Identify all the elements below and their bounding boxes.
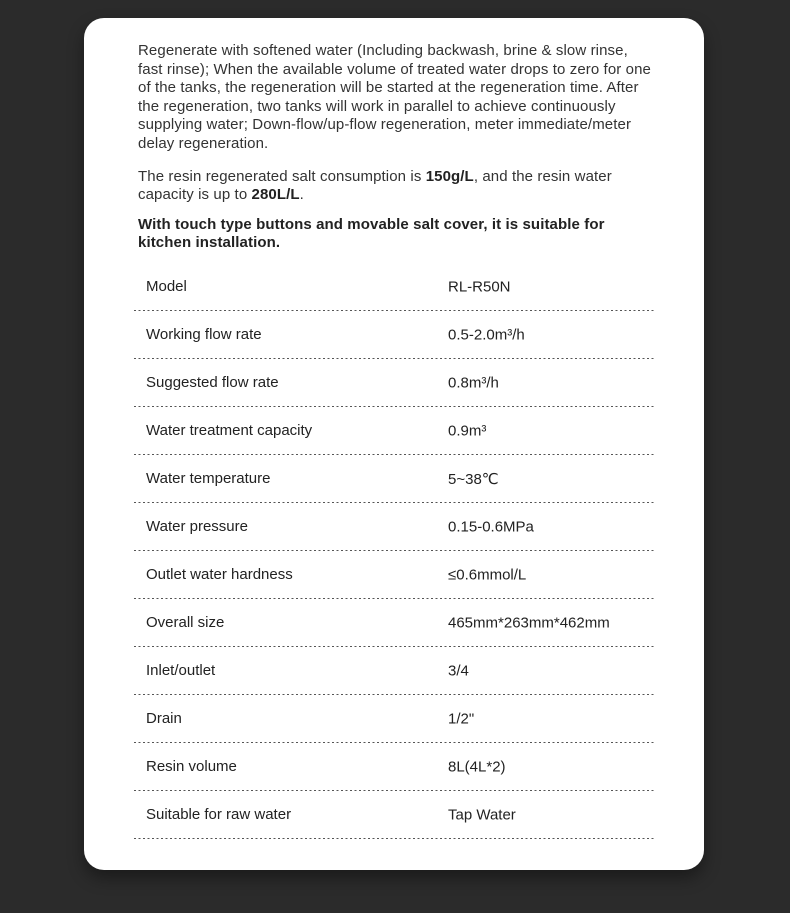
table-row-water-temperature: [134, 455, 656, 503]
spec-label: Suitable for raw water: [146, 806, 292, 824]
spec-label: Outlet water hardness: [146, 566, 293, 584]
spec-label: Working flow rate: [146, 326, 262, 344]
spec-value: 0.5-2.0m³/h: [448, 326, 525, 344]
spec-label: Suggested flow rate: [146, 374, 279, 392]
description-paragraph-3: With touch type buttons and movable salt cover, it is suitable for kitchen installation.: [138, 215, 605, 252]
spec-value: 8L(4L*2): [448, 758, 506, 776]
spec-value: 1/2": [448, 710, 475, 728]
spec-value: 0.9m³: [448, 422, 487, 440]
table-row-suggested-flow-rate: [134, 359, 656, 407]
sentence-period: .: [299, 186, 304, 204]
salt-consumption-value: 150g/L: [425, 167, 474, 185]
spec-table: [134, 263, 656, 839]
description-paragraph-2: [138, 168, 652, 205]
table-row-outlet-water-hardness: [134, 551, 656, 599]
table-row-resin-volume: [134, 743, 656, 791]
spec-value: 0.8m³/h: [448, 374, 499, 392]
table-row-suitable-for-raw-water: [134, 791, 656, 839]
salt-consumption-text: The resin regenerated salt consumption is: [138, 167, 426, 185]
water-capacity-text: , and the resin water capacity is up to: [138, 167, 612, 204]
table-row-water-pressure: [134, 503, 656, 551]
spec-value: 0.15-0.6MPa: [448, 518, 534, 536]
spec-label: Model: [146, 278, 187, 296]
table-row-drain: [134, 695, 656, 743]
spec-value: 5~38℃: [448, 470, 499, 488]
spec-card: [84, 18, 704, 870]
spec-value: 3/4: [448, 662, 469, 680]
table-row-overall-size: [134, 599, 656, 647]
spec-label: Inlet/outlet: [146, 662, 216, 680]
table-row-water-treatment-capacity: [134, 407, 656, 455]
spec-value: RL-R50N: [448, 278, 511, 296]
row-separator: [134, 838, 656, 839]
spec-value: 465mm*263mm*462mm: [448, 614, 610, 632]
description-paragraph-1: Regenerate with softened water (Including backwash, brine & slow rinse, fast rinse); When the available volume of treated water drops to zero for one of the tanks, the regeneration will be started at the regeneration time. After the regeneration, two tanks will work in parallel to achieve continuously supplying water; Down-flow/up-flow regeneration, meter immediate/meter delay regeneration.: [138, 42, 651, 152]
spec-label: Water treatment capacity: [146, 422, 313, 440]
spec-label: Water temperature: [146, 470, 271, 488]
water-capacity-value: 280L/L: [251, 186, 300, 204]
spec-label: Resin volume: [146, 758, 237, 776]
table-row-inlet-outlet: [134, 647, 656, 695]
table-row-model: [134, 263, 656, 311]
page-background: [0, 18, 790, 913]
spec-label: Water pressure: [146, 518, 248, 536]
table-row-working-flow-rate: [134, 311, 656, 359]
spec-label: Drain: [146, 710, 182, 728]
spec-value: ≤0.6mmol/L: [448, 566, 527, 584]
spec-label: Overall size: [146, 614, 225, 632]
spec-value: Tap Water: [448, 806, 516, 824]
